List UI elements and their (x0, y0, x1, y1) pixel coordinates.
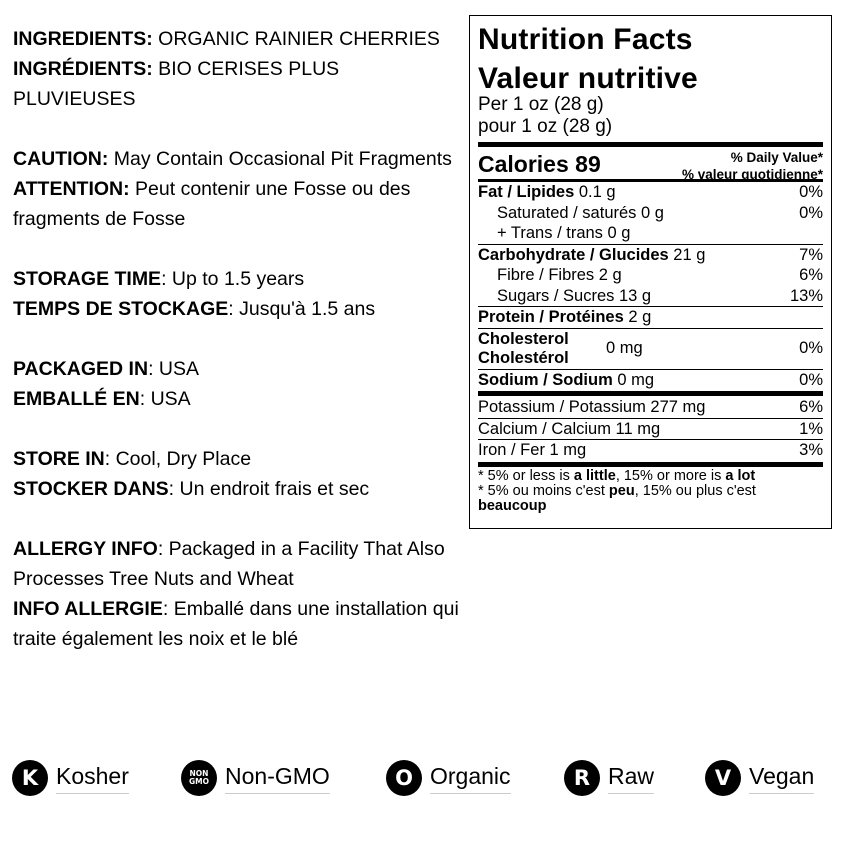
vegan-icon: V (705, 760, 741, 796)
raw-icon: R (564, 760, 600, 796)
serving-size-fr: pour 1 oz (28 g) (478, 116, 613, 137)
storage-time-en: STORAGE TIME: Up to 1.5 years (13, 268, 305, 290)
daily-value-header: % Daily Value* % valeur quotidienne* (681, 150, 823, 182)
carbohydrate-row: Carbohydrate / Glucides 21 g 7% (478, 245, 823, 264)
certification-badges (12, 760, 832, 800)
calories-row (478, 147, 823, 182)
fat-row: Fat / Lipides 0.1 g 0% (478, 183, 823, 201)
ingredients-fr: INGRÉDIENTS: BIO CERISES PLUS PLUVIEUSES (13, 58, 340, 110)
calories: Calories 89 (478, 151, 601, 177)
iron-row: Iron / Fer 1 mg 3% (478, 441, 823, 459)
badge-label: Non-GMO (225, 763, 330, 794)
badge-label: Raw (608, 763, 654, 794)
trans-row: + Trans / trans 0 g (497, 224, 631, 242)
non-gmo-icon: NON GMO (181, 760, 217, 796)
badge-kosher (12, 760, 129, 796)
product-info (13, 24, 463, 654)
sugars-row: Sugars / Sucres 13 g 13% (497, 286, 823, 305)
allergy-en: ALLERGY INFO: Packaged in a Facility That Also Processes Tree Nuts and Wheat (13, 538, 445, 590)
caution-fr: ATTENTION: Peut contenir une Fosse ou des fragments de Fosse (13, 178, 411, 230)
nutrition-facts-panel (469, 15, 832, 529)
protein-row: Protein / Protéines 2 g (478, 308, 652, 326)
serving-size-en: Per 1 oz (28 g) (478, 94, 604, 115)
cholesterol-row: Cholesterol Cholestérol 0 mg 0% (478, 329, 823, 367)
nutrition-title-en: Nutrition Facts (478, 23, 693, 56)
sodium-row: Sodium / Sodium 0 mg 0% (478, 370, 823, 389)
ingredients-en: INGREDIENTS: ORGANIC RAINIER CHERRIES (13, 28, 440, 50)
badge-non-gmo (181, 760, 330, 796)
footnote (478, 467, 823, 514)
allergy-fr: INFO ALLERGIE: Emballé dans une installation qui traite également les noix et le blé (13, 598, 459, 650)
calcium-row: Calcium / Calcium 11 mg 1% (478, 419, 823, 438)
organic-icon: O (386, 760, 422, 796)
packaged-en: PACKAGED IN: USA (13, 358, 199, 380)
badge-raw (564, 760, 654, 796)
potassium-row: Potassium / Potassium 277 mg 6% (478, 398, 823, 416)
caution-en: CAUTION: May Contain Occasional Pit Fragments (13, 148, 452, 170)
packaged-fr: EMBALLÉ EN: USA (13, 388, 191, 410)
store-in-en: STORE IN: Cool, Dry Place (13, 448, 252, 470)
store-in-fr: STOCKER DANS: Un endroit frais et sec (13, 478, 370, 500)
kosher-icon: K (12, 760, 48, 796)
storage-time-fr: TEMPS DE STOCKAGE: Jusqu'à 1.5 ans (13, 298, 376, 320)
saturated-row: Saturated / saturés 0 g 0% (497, 203, 823, 222)
fibre-row: Fibre / Fibres 2 g 6% (497, 266, 823, 284)
badge-organic (386, 760, 511, 796)
footnote-en: * 5% or less is a little, 15% or more is a lot (478, 467, 756, 484)
footnote-fr: * 5% ou moins c'est peu, 15% ou plus c'est beaucoup (478, 482, 756, 514)
badge-label: Kosher (56, 763, 129, 794)
badge-label: Vegan (749, 763, 814, 794)
badge-vegan (705, 760, 814, 796)
nutrition-title-fr: Valeur nutritive (478, 62, 698, 95)
badge-label: Organic (430, 763, 511, 794)
